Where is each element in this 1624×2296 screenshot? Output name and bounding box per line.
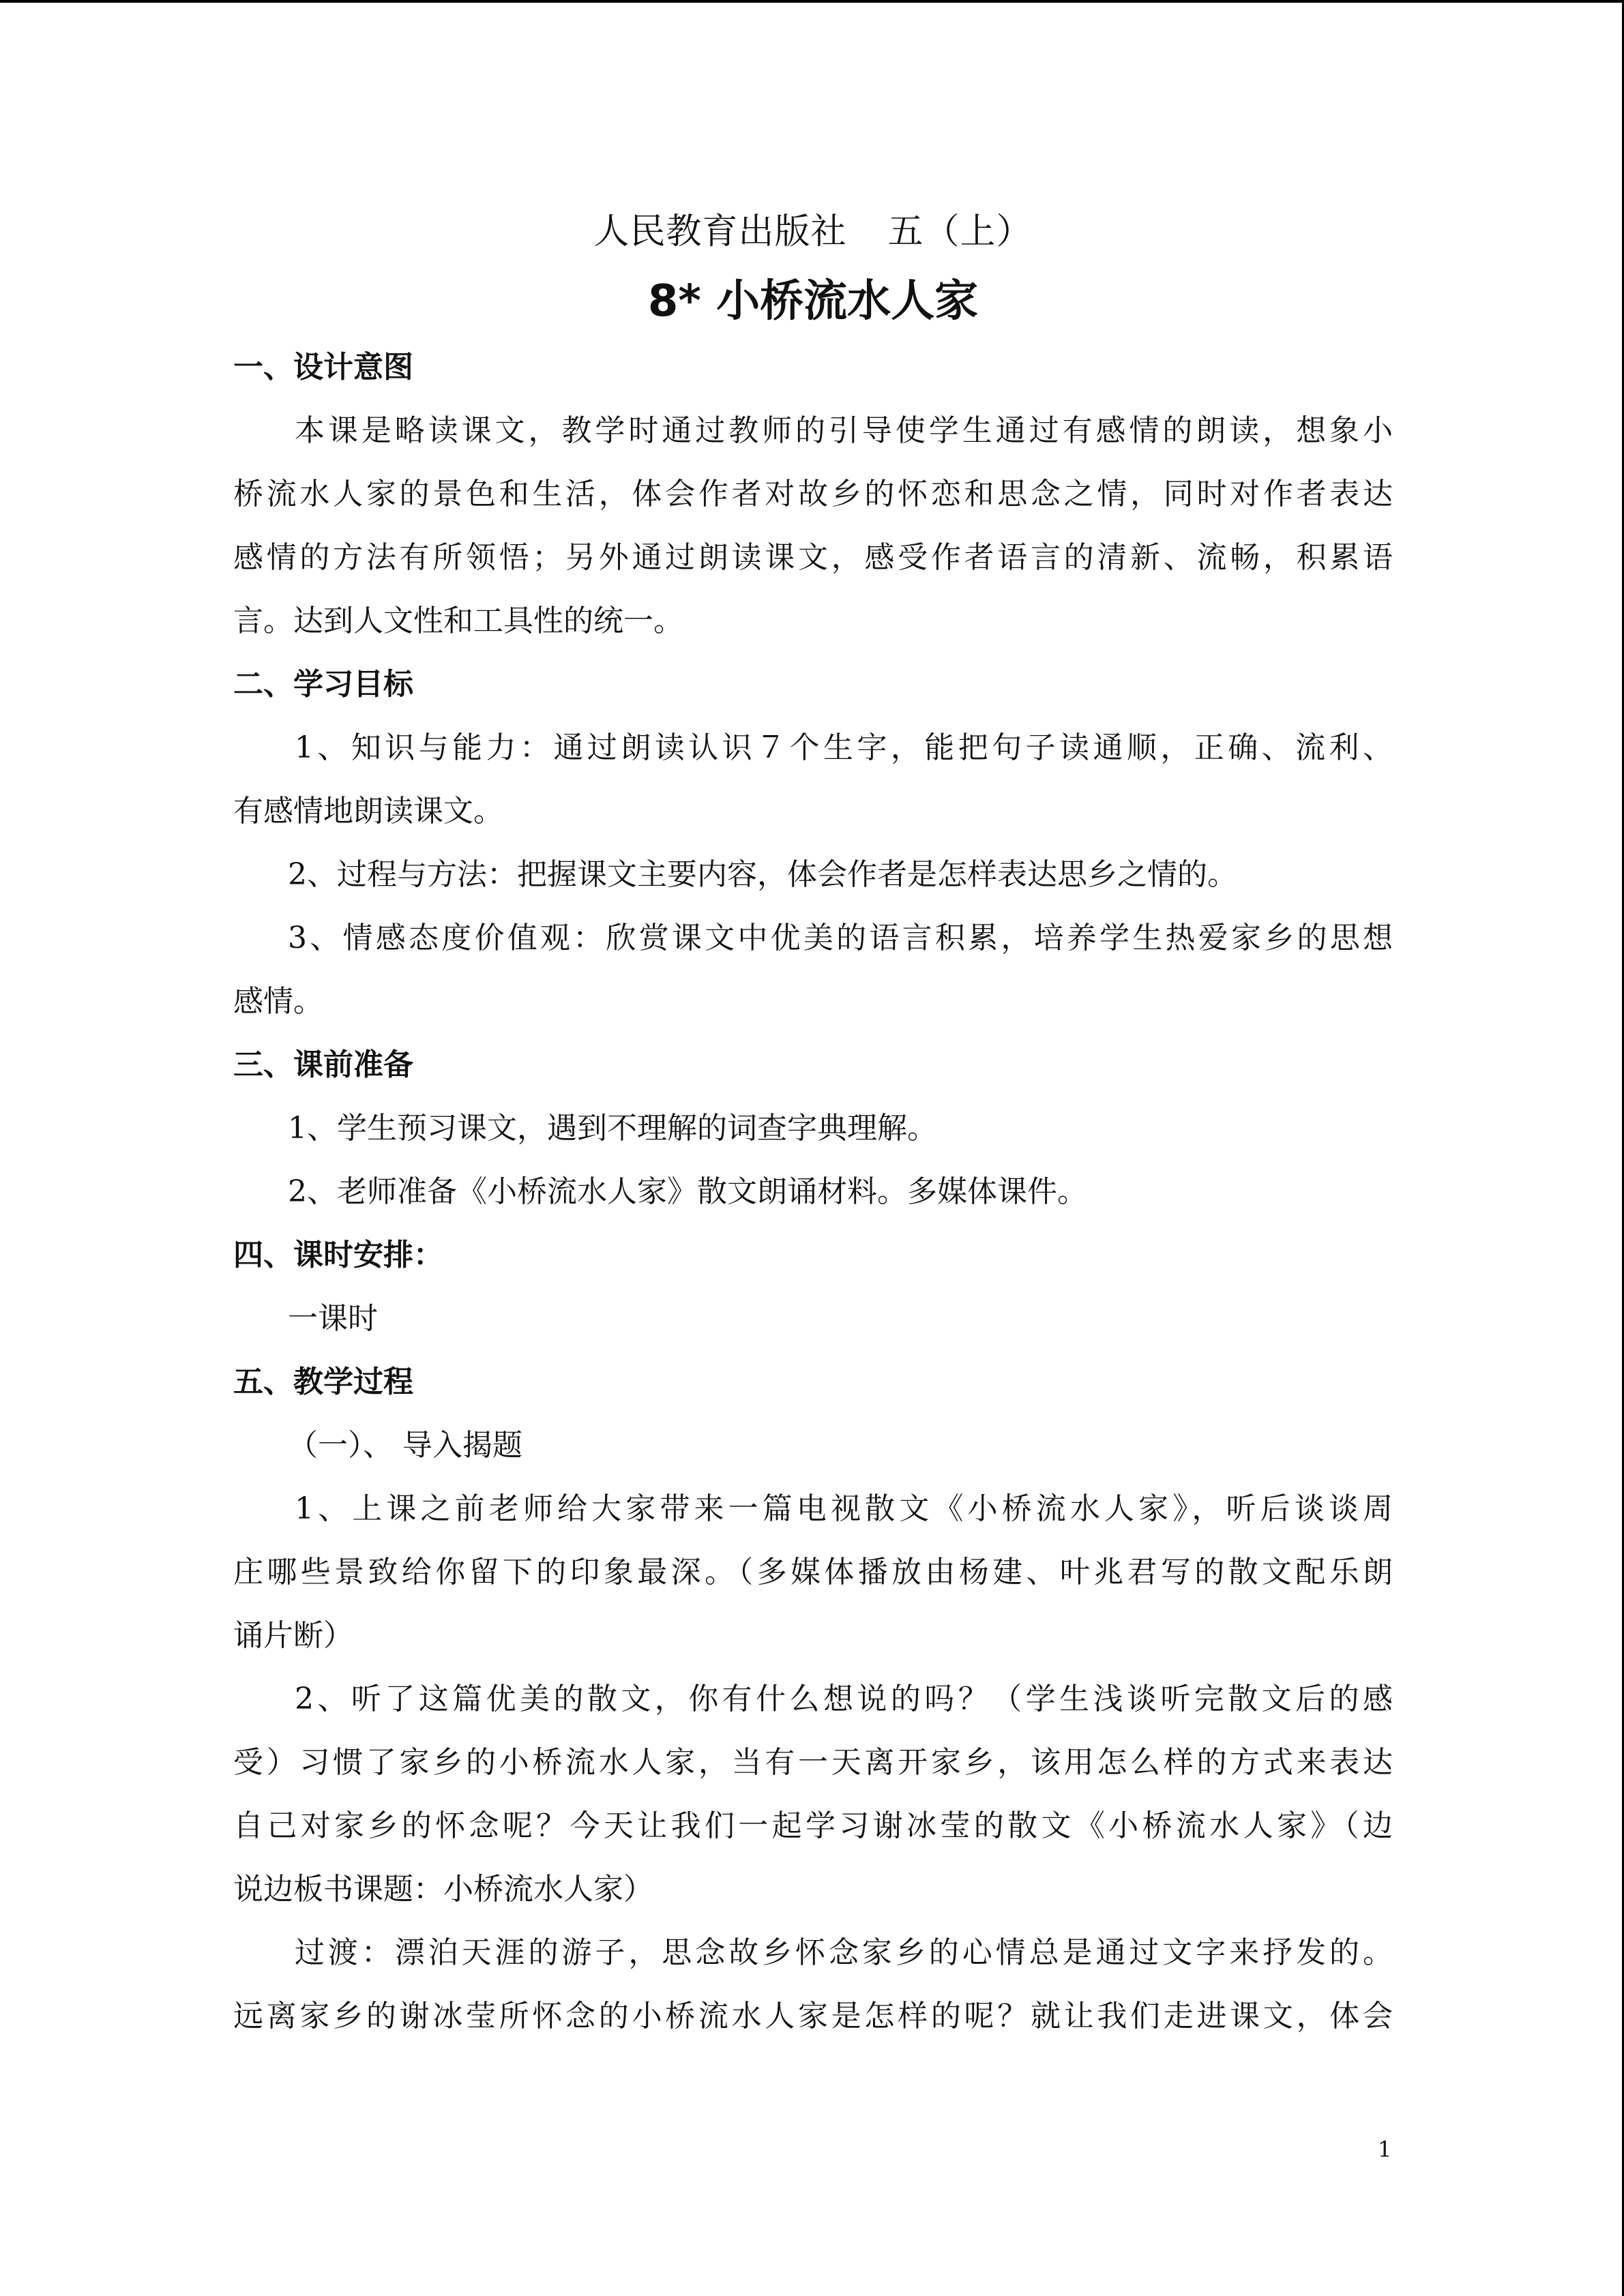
- page-header: [233, 205, 1393, 259]
- paragraph-line: 1、上课之前老师给大家带来一篇电视散文《小桥流水人家》，听后谈谈周: [295, 1491, 1393, 1526]
- publisher-name: 人民教育出版社: [593, 211, 847, 252]
- paragraph-line: 本课是略读课文，教学时通过教师的引导使学生通过有感情的朗读，想象小: [295, 413, 1393, 448]
- paragraph-line: 2、听了这篇优美的散文，你有什么想说的吗？（学生浅谈听完散文后的感: [295, 1682, 1393, 1716]
- top-border: [0, 0, 1624, 3]
- paragraph-line: 过渡：漂泊天涯的游子，思念故乡怀念家乡的心情总是通过文字来抒发的。: [295, 1935, 1393, 1970]
- section-heading-design-intent: 一、设计意图: [233, 350, 413, 385]
- paragraph-line: 感情。: [233, 984, 323, 1019]
- section-heading-learning-goals: 二、学习目标: [233, 667, 413, 702]
- paragraph-line: 自己对家乡的怀念呢？今天让我们一起学习谢冰莹的散文《小桥流水人家》（边: [233, 1808, 1393, 1843]
- paragraph-line: 2、老师准备《小桥流水人家》散文朗诵材料。多媒体课件。: [288, 1174, 1087, 1209]
- paragraph-line: 言。达到人文性和工具性的统一。: [233, 603, 683, 638]
- paragraph-line: 桥流水人家的景色和生活，体会作者对故乡的怀恋和思念之情，同时对作者表达: [233, 477, 1393, 511]
- page-number: 1: [1378, 2136, 1392, 2162]
- paragraph-line: 远离家乡的谢冰莹所怀念的小桥流水人家是怎样的呢？就让我们走进课文，体会: [233, 1999, 1393, 2033]
- section-heading-preparation: 三、课前准备: [233, 1047, 413, 1082]
- paragraph-line: 庄哪些景致给你留下的印象最深。（多媒体播放由杨建、叶兆君写的散文配乐朗: [233, 1555, 1393, 1590]
- paragraph-line: 诵片断）: [233, 1618, 353, 1653]
- paragraph-line: 说边板书课题：小桥流水人家）: [233, 1872, 653, 1907]
- paragraph-line: 感情的方法有所领悟；另外通过朗读课文，感受作者语言的清新、流畅，积累语: [233, 540, 1393, 575]
- document-page: [233, 205, 1393, 2048]
- section-heading-teaching-process: 五、教学过程: [233, 1365, 413, 1399]
- section-heading-schedule: 四、课时安排：: [233, 1238, 443, 1272]
- paragraph-line: 一课时: [288, 1301, 378, 1336]
- paragraph-line: 2、过程与方法：把握课文主要内容，体会作者是怎样表达思乡之情的。: [288, 857, 1237, 892]
- paragraph-line: 1、学生预习课文，遇到不理解的词查字典理解。: [288, 1111, 937, 1146]
- subsection-heading: （一）、 导入揭题: [288, 1428, 522, 1463]
- paragraph-line: 有感情地朗读课文。: [233, 794, 503, 829]
- paragraph-line: 受）习惯了家乡的小桥流水人家，当有一天离开家乡，该用怎么样的方式来表达: [233, 1745, 1393, 1780]
- paragraph-line: 3、情感态度价值观：欣赏课文中优美的语言积累，培养学生热爱家乡的思想: [288, 921, 1393, 955]
- paragraph-line: 1、知识与能力：通过朗读认识７个生字，能把句子读通顺，正确、流利、: [295, 730, 1393, 765]
- lesson-title: 8* 小桥流水人家: [647, 276, 979, 327]
- grade-label: 五（上）: [887, 211, 1033, 252]
